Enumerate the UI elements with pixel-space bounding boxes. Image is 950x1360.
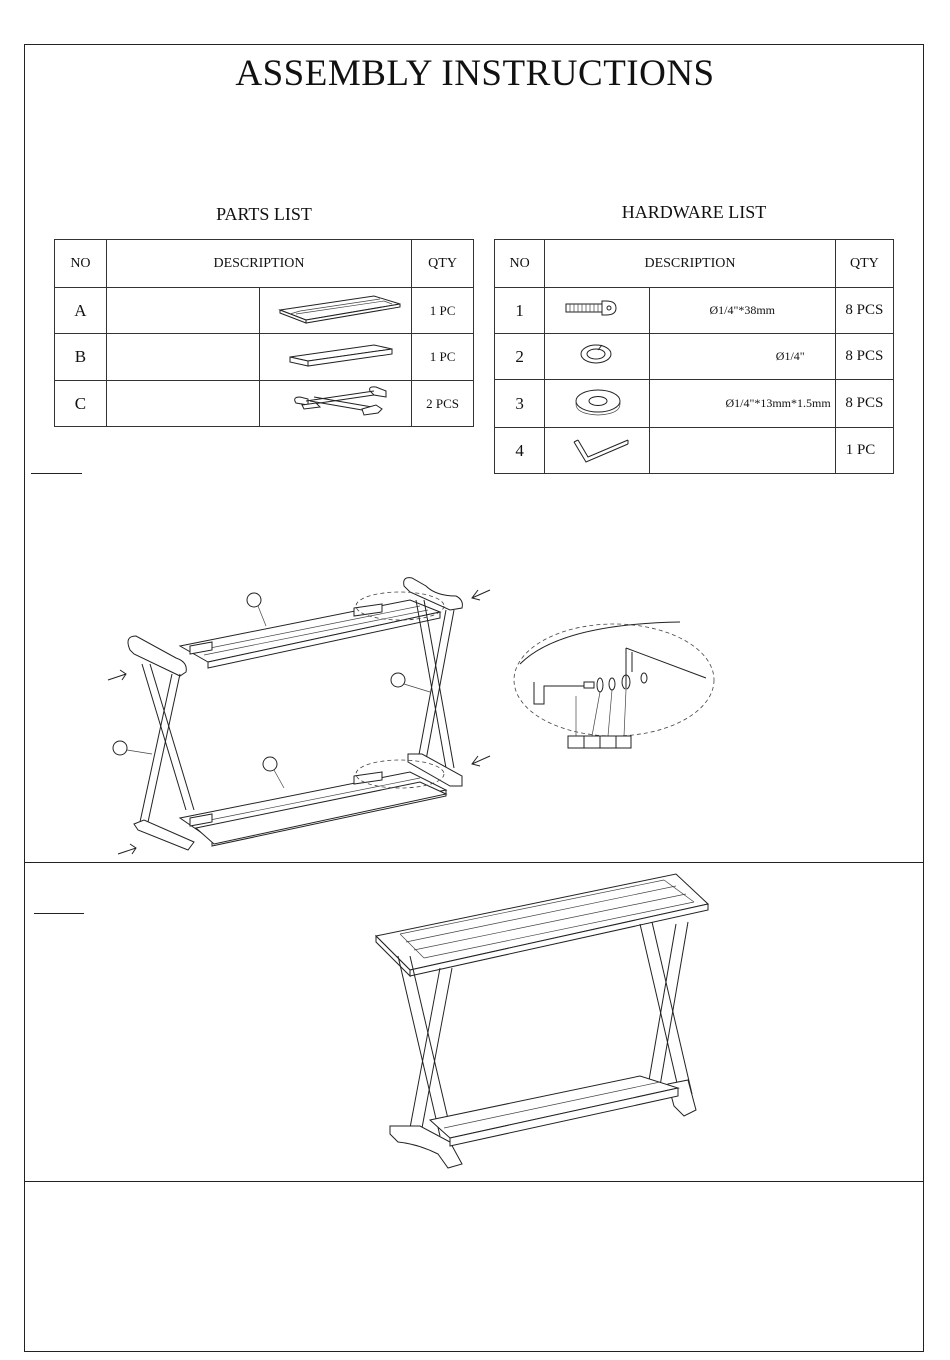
- parts-table-header: [55, 240, 474, 288]
- hardware-spec: Ø1/4"*38mm: [649, 288, 835, 334]
- part-qty: 2 PCS: [412, 381, 474, 427]
- hardware-header-no: NO: [495, 240, 545, 288]
- page-title: ASSEMBLY INSTRUCTIONS: [235, 53, 715, 94]
- step-1-label-line: [31, 473, 82, 474]
- hardware-spec: Ø1/4"*13mm*1.5mm: [649, 380, 835, 428]
- hardware-no: 2: [495, 334, 545, 380]
- bolt-icon: [552, 298, 642, 318]
- parts-row: [55, 381, 474, 427]
- part-image: [260, 288, 412, 334]
- hardware-header-description: DESCRIPTION: [545, 240, 835, 288]
- flat-washer-icon: [552, 386, 642, 416]
- allen-key-icon: [552, 430, 642, 466]
- hardware-qty: 8 PCS: [835, 288, 893, 334]
- hardware-detail-inset: [514, 622, 714, 748]
- parts-row: [55, 334, 474, 381]
- finished-console-table-illustration: [0, 864, 950, 1180]
- part-no: C: [55, 381, 107, 427]
- hardware-list-title: HARDWARE LIST: [621, 202, 767, 222]
- hardware-qty: 1 PC: [835, 428, 893, 474]
- part-no: B: [55, 334, 107, 381]
- parts-list-title: PARTS LIST: [216, 204, 312, 224]
- hardware-spec: Ø1/4": [649, 334, 835, 380]
- hardware-spec: [649, 428, 835, 474]
- lower-shelf-board: [180, 772, 446, 846]
- lock-washer-icon: [552, 341, 642, 367]
- hardware-no: 4: [495, 428, 545, 474]
- hardware-image: [545, 334, 650, 380]
- hardware-no: 3: [495, 380, 545, 428]
- tabletop-icon: [266, 288, 406, 328]
- hardware-qty: 8 PCS: [835, 380, 893, 428]
- x-leg-frame-icon: [266, 383, 406, 419]
- part-image: [260, 381, 412, 427]
- hardware-no: 1: [495, 288, 545, 334]
- parts-row: [55, 288, 474, 334]
- hardware-row: [495, 428, 894, 474]
- shelf-board-icon: [266, 337, 406, 373]
- hardware-row: [495, 288, 894, 334]
- part-description: [106, 288, 259, 334]
- hardware-table-header: [495, 240, 894, 288]
- parts-header-no: NO: [55, 240, 107, 288]
- parts-header-description: DESCRIPTION: [106, 240, 411, 288]
- hardware-header-qty: QTY: [835, 240, 893, 288]
- hardware-image: [545, 428, 650, 474]
- parts-header-qty: QTY: [412, 240, 474, 288]
- parts-table: [54, 239, 474, 427]
- part-description: [106, 334, 259, 381]
- hardware-row: [495, 380, 894, 428]
- part-qty: 1 PC: [412, 288, 474, 334]
- hardware-row: [495, 334, 894, 380]
- step-1-assembly-diagram: [0, 560, 950, 860]
- bottom-shelf: [430, 1076, 678, 1146]
- hardware-table: [494, 239, 894, 474]
- tabletop: [376, 874, 708, 976]
- part-image: [260, 334, 412, 381]
- hardware-qty: 8 PCS: [835, 334, 893, 380]
- section-divider-2: [24, 1181, 924, 1182]
- upper-shelf-board: [180, 600, 440, 668]
- part-description: [106, 381, 259, 427]
- part-no: A: [55, 288, 107, 334]
- part-qty: 1 PC: [412, 334, 474, 381]
- hardware-image: [545, 288, 650, 334]
- hardware-image: [545, 380, 650, 428]
- section-divider-1: [24, 862, 924, 863]
